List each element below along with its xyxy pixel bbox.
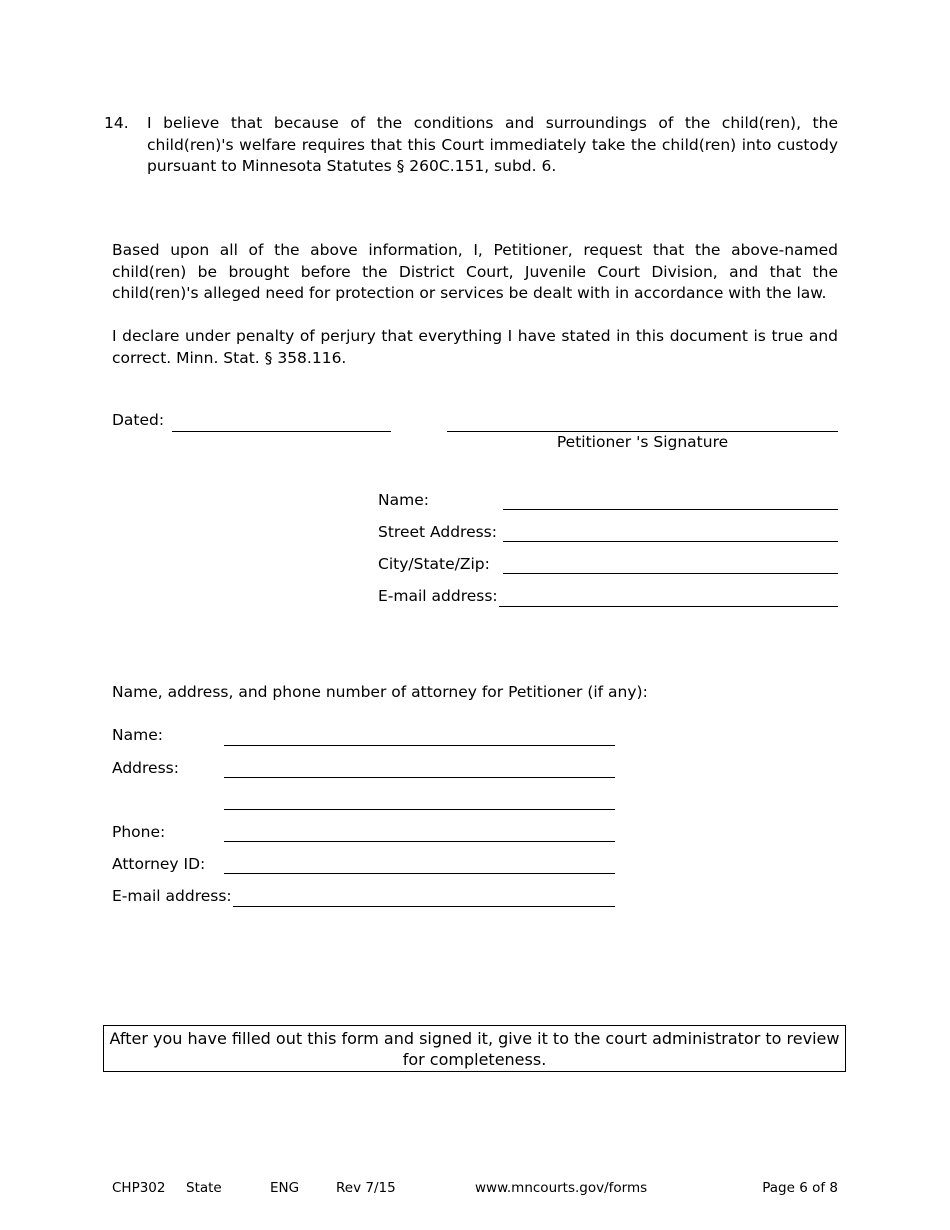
attorney-id-label: Attorney ID: [112,855,206,873]
petitioner-name-field[interactable] [503,509,838,510]
footer-website[interactable]: www.mncourts.gov/forms [475,1180,648,1196]
petitioner-email-label: E-mail address: [378,587,498,605]
signature-caption: Petitioner 's Signature [556,433,729,451]
attorney-address-label: Address: [112,759,179,777]
dated-label: Dated: [112,411,165,429]
footer-language: ENG [270,1180,300,1196]
request-paragraph: Based upon all of the above information, I, Petitioner, request that the above-named child(ren) be brought before the District Court, Juvenile Court Division, and that the child(ren)'s alleged need for protection or services be dealt with in accordance with the law. [112,241,838,302]
footer-state: State [186,1180,222,1196]
attorney-address-field-line-2[interactable] [224,809,615,810]
attorney-id-field[interactable] [224,873,615,874]
footer-page-number: Page 6 of 8 [762,1180,838,1196]
declaration-paragraph: I declare under penalty of perjury that everything I have stated in this document is true and correct. Minn. Stat. § 358.116. [112,327,838,367]
dated-field[interactable] [172,431,391,432]
attorney-phone-field[interactable] [224,841,615,842]
attorney-address-field[interactable] [224,777,615,778]
attorney-name-label: Name: [112,726,163,744]
petitioner-street-field[interactable] [503,541,838,542]
attorney-email-label: E-mail address: [112,887,232,905]
item-14-text: I believe that because of the conditions and surroundings of the child(ren), the child(ren)'s welfare requires that this Court immediately take the child(ren) into custody pursuant to Minnesota Statutes § 260C.151, subd. 6. [147,114,838,175]
footer-form-code: CHP302 [112,1180,166,1196]
footer-revision: Rev 7/15 [336,1180,396,1196]
petitioner-street-label: Street Address: [378,523,497,541]
attorney-name-field[interactable] [224,745,615,746]
attorney-heading: Name, address, and phone number of attorney for Petitioner (if any): [112,683,648,701]
petitioner-city-label: City/State/Zip: [378,555,490,573]
completion-notice: After you have filled out this form and signed it, give it to the court administrator to review for completeness. [103,1025,846,1072]
attorney-phone-label: Phone: [112,823,166,841]
signature-field[interactable] [447,431,838,432]
petitioner-name-label: Name: [378,491,429,509]
petitioner-email-field[interactable] [499,606,838,607]
petitioner-city-field[interactable] [503,573,838,574]
attorney-email-field[interactable] [233,906,615,907]
item-number: 14. [104,114,129,132]
